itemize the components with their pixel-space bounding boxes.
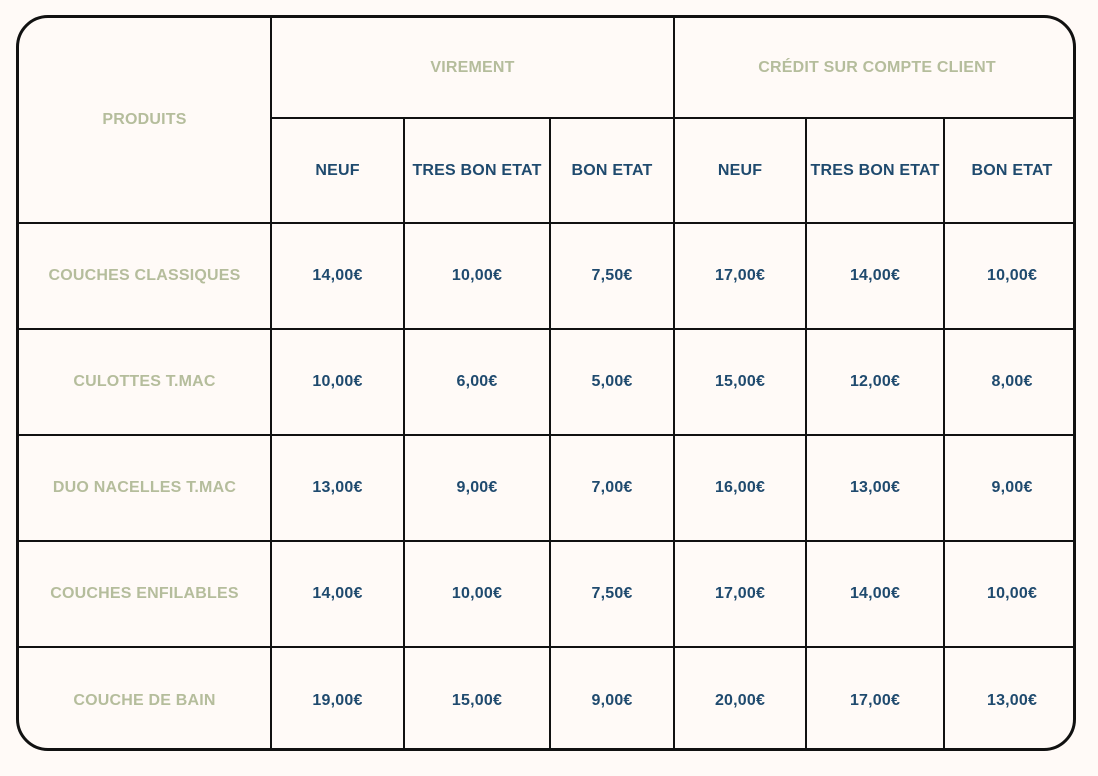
group-header-virement: VIREMENT <box>271 18 674 118</box>
price-cell: 9,00€ <box>944 435 1076 541</box>
price-cell: 13,00€ <box>806 435 944 541</box>
price-cell: 7,00€ <box>550 435 674 541</box>
price-cell: 17,00€ <box>674 223 806 329</box>
price-cell: 10,00€ <box>404 541 550 647</box>
column-header: BON ETAT <box>550 118 674 223</box>
table-row <box>19 223 1076 329</box>
price-cell: 5,00€ <box>550 329 674 435</box>
product-name: COUCHES ENFILABLES <box>19 541 271 647</box>
product-name: COUCHE DE BAIN <box>19 647 271 751</box>
column-header: BON ETAT <box>944 118 1076 223</box>
price-cell: 9,00€ <box>550 647 674 751</box>
table-row <box>19 435 1076 541</box>
price-cell: 6,00€ <box>404 329 550 435</box>
price-cell: 14,00€ <box>806 223 944 329</box>
price-cell: 14,00€ <box>806 541 944 647</box>
group-header-credit: CRÉDIT SUR COMPTE CLIENT <box>674 18 1076 118</box>
price-cell: 15,00€ <box>404 647 550 751</box>
products-header: PRODUITS <box>19 18 271 223</box>
product-name: COUCHES CLASSIQUES <box>19 223 271 329</box>
header-row-groups <box>19 18 1076 118</box>
price-cell: 10,00€ <box>944 541 1076 647</box>
price-cell: 7,50€ <box>550 223 674 329</box>
table-row <box>19 541 1076 647</box>
product-name: DUO NACELLES T.MAC <box>19 435 271 541</box>
price-cell: 10,00€ <box>404 223 550 329</box>
price-cell: 13,00€ <box>271 435 404 541</box>
price-cell: 20,00€ <box>674 647 806 751</box>
product-name: CULOTTES T.MAC <box>19 329 271 435</box>
column-header: NEUF <box>674 118 806 223</box>
column-header: TRES BON ETAT <box>806 118 944 223</box>
price-cell: 17,00€ <box>806 647 944 751</box>
table-row <box>19 647 1076 751</box>
price-cell: 13,00€ <box>944 647 1076 751</box>
price-cell: 10,00€ <box>271 329 404 435</box>
column-header: TRES BON ETAT <box>404 118 550 223</box>
price-cell: 9,00€ <box>404 435 550 541</box>
price-cell: 15,00€ <box>674 329 806 435</box>
price-table-frame <box>16 15 1076 751</box>
price-cell: 14,00€ <box>271 541 404 647</box>
table-row <box>19 329 1076 435</box>
price-cell: 8,00€ <box>944 329 1076 435</box>
price-cell: 16,00€ <box>674 435 806 541</box>
price-cell: 19,00€ <box>271 647 404 751</box>
price-cell: 17,00€ <box>674 541 806 647</box>
price-cell: 10,00€ <box>944 223 1076 329</box>
price-cell: 7,50€ <box>550 541 674 647</box>
column-header: NEUF <box>271 118 404 223</box>
price-cell: 14,00€ <box>271 223 404 329</box>
price-cell: 12,00€ <box>806 329 944 435</box>
price-table <box>19 18 1076 751</box>
